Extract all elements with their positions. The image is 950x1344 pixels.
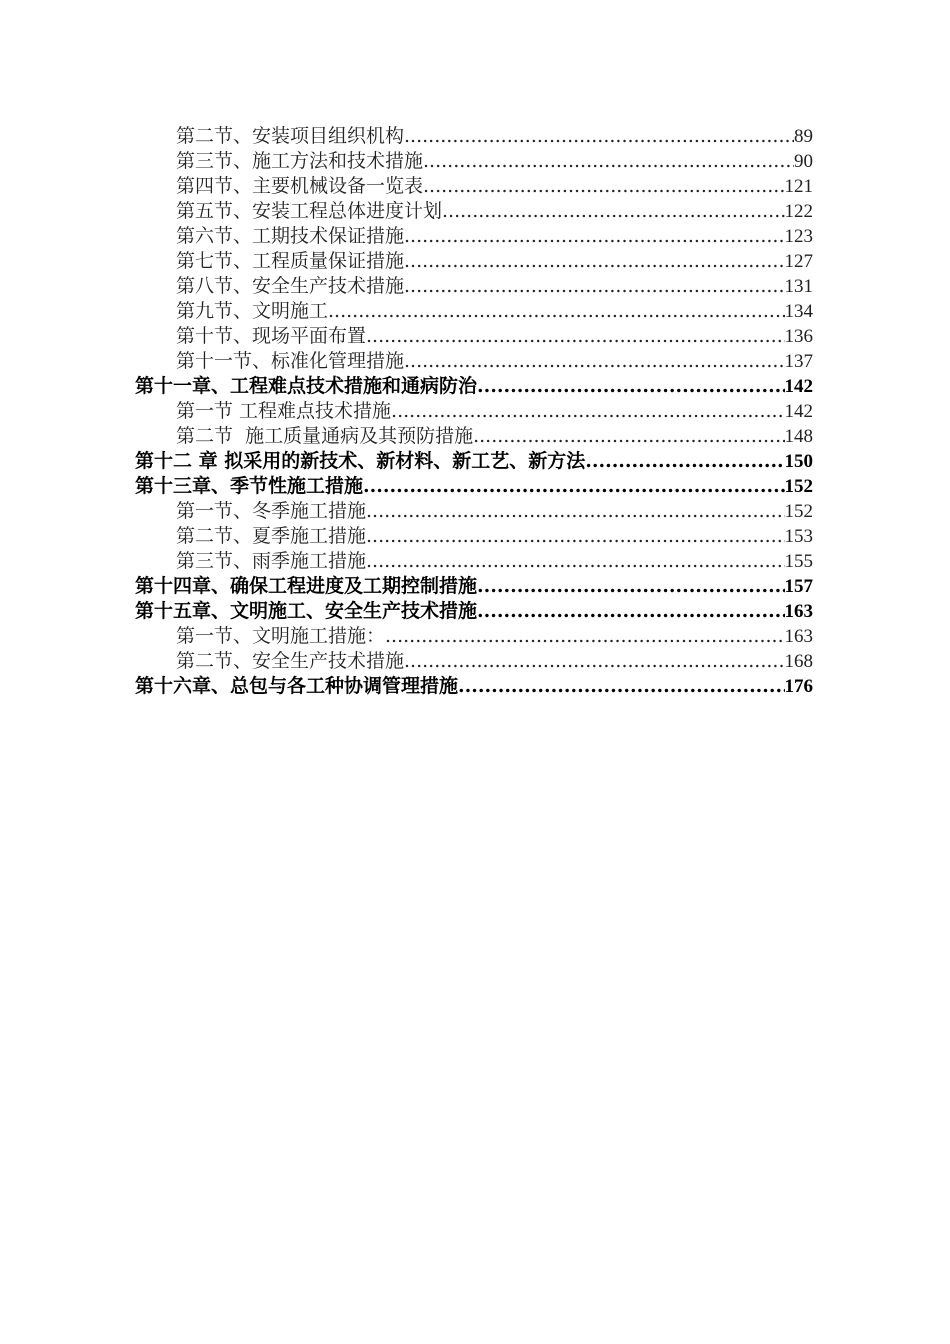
toc-entry-page: 176 — [784, 676, 813, 697]
toc-entry-title: 第二节、安全生产技术措施 — [176, 650, 405, 672]
toc-entry-title: 第一节、文明施工措施： — [176, 625, 386, 647]
toc-entry-title: 第十一章、工程难点技术措施和通病防治 — [135, 375, 478, 397]
toc-dot-leader — [363, 474, 784, 499]
toc-dot-leader — [366, 549, 784, 574]
toc-chapter-entry[interactable] — [135, 449, 813, 474]
toc-entry-page: 89 — [794, 126, 813, 147]
toc-entry-title: 第二节、夏季施工措施 — [176, 525, 367, 547]
toc-entry[interactable] — [135, 149, 813, 174]
toc-entry[interactable] — [135, 124, 813, 149]
toc-entry-page: 142 — [784, 401, 813, 422]
toc-dot-leader — [458, 674, 784, 699]
toc-dot-leader — [404, 124, 794, 149]
toc-entry-title: 第二节、安装项目组织机构 — [176, 125, 405, 147]
toc-dot-leader — [366, 324, 784, 349]
toc-dot-leader — [404, 224, 784, 249]
toc-entry-title: 第十二 章 拟采用的新技术、新材料、新工艺、新方法 — [135, 450, 586, 472]
toc-entry[interactable] — [135, 299, 813, 324]
toc-entry-page: 134 — [784, 301, 813, 322]
toc-entry-page: 137 — [784, 351, 813, 372]
toc-entry[interactable] — [135, 174, 813, 199]
toc-entry-title: 第十节、现场平面布置 — [176, 325, 367, 347]
toc-entry-title: 第十一节、标准化管理措施 — [176, 350, 405, 372]
toc-dot-leader — [366, 499, 784, 524]
toc-entry-page: 163 — [784, 601, 813, 622]
toc-dot-leader — [366, 524, 784, 549]
toc-entry[interactable] — [135, 224, 813, 249]
toc-chapter-entry[interactable] — [135, 574, 813, 599]
toc-entry-page: 152 — [784, 476, 813, 497]
toc-entry-title: 第四节、主要机械设备一览表 — [176, 175, 424, 197]
toc-entry-page: 121 — [784, 176, 813, 197]
toc-dot-leader — [423, 149, 794, 174]
toc-entry-page: 131 — [784, 276, 813, 297]
toc-entry-page: 163 — [784, 626, 813, 647]
toc-dot-leader — [585, 449, 784, 474]
toc-chapter-entry[interactable] — [135, 674, 813, 699]
toc-entry-title: 第二节 施工质量通病及其预防措施 — [176, 425, 474, 447]
toc-entry-page: 90 — [794, 151, 813, 172]
toc-entry-page: 150 — [784, 451, 813, 472]
toc-entry[interactable] — [135, 249, 813, 274]
toc-entry[interactable] — [135, 199, 813, 224]
toc-dot-leader — [477, 599, 784, 624]
toc-dot-leader — [404, 649, 784, 674]
toc-entry-page: 155 — [784, 551, 813, 572]
toc-entry-page: 152 — [784, 501, 813, 522]
toc-dot-leader — [442, 199, 784, 224]
toc-entry[interactable] — [135, 274, 813, 299]
toc-chapter-entry[interactable] — [135, 474, 813, 499]
toc-entry-title: 第一节、冬季施工措施 — [176, 500, 367, 522]
toc-entry-title: 第六节、工期技术保证措施 — [176, 225, 405, 247]
toc-entry-title: 第三节、施工方法和技术措施 — [176, 150, 424, 172]
toc-entry-title: 第三节、雨季施工措施 — [176, 550, 367, 572]
toc-entry-title: 第一节 工程难点技术措施 — [176, 400, 392, 422]
table-of-contents — [135, 124, 813, 699]
toc-entry-title: 第八节、安全生产技术措施 — [176, 275, 405, 297]
toc-chapter-entry[interactable] — [135, 374, 813, 399]
toc-entry[interactable] — [135, 324, 813, 349]
toc-entry-title: 第十六章、总包与各工种协调管理措施 — [135, 675, 459, 697]
toc-entry-page: 148 — [784, 426, 813, 447]
toc-entry[interactable] — [135, 399, 813, 424]
toc-dot-leader — [423, 174, 784, 199]
toc-dot-leader — [385, 624, 784, 649]
toc-entry-title: 第七节、工程质量保证措施 — [176, 250, 405, 272]
toc-dot-leader — [404, 249, 784, 274]
toc-entry[interactable] — [135, 499, 813, 524]
toc-dot-leader — [404, 274, 784, 299]
toc-entry-page: 123 — [784, 226, 813, 247]
toc-dot-leader — [477, 574, 784, 599]
toc-entry-title: 第十三章、季节性施工措施 — [135, 475, 364, 497]
toc-entry-title: 第十五章、文明施工、安全生产技术措施 — [135, 600, 478, 622]
toc-dot-leader — [404, 349, 784, 374]
toc-dot-leader — [477, 374, 784, 399]
toc-entry[interactable] — [135, 349, 813, 374]
toc-entry-page: 157 — [784, 576, 813, 597]
toc-chapter-entry[interactable] — [135, 599, 813, 624]
toc-entry[interactable] — [135, 649, 813, 674]
toc-entry-title: 第十四章、确保工程进度及工期控制措施 — [135, 575, 478, 597]
toc-entry-page: 136 — [784, 326, 813, 347]
toc-dot-leader — [391, 399, 784, 424]
toc-entry-page: 127 — [784, 251, 813, 272]
toc-dot-leader — [328, 299, 784, 324]
toc-entry-title: 第五节、安装工程总体进度计划 — [176, 200, 443, 222]
toc-entry-page: 142 — [784, 376, 813, 397]
toc-entry-page: 153 — [784, 526, 813, 547]
toc-dot-leader — [473, 424, 784, 449]
toc-entry-title: 第九节、文明施工 — [176, 300, 329, 322]
toc-entry[interactable] — [135, 424, 813, 449]
toc-entry-page: 122 — [784, 201, 813, 222]
toc-entry[interactable] — [135, 524, 813, 549]
toc-entry[interactable] — [135, 624, 813, 649]
toc-entry[interactable] — [135, 549, 813, 574]
toc-entry-page: 168 — [784, 651, 813, 672]
